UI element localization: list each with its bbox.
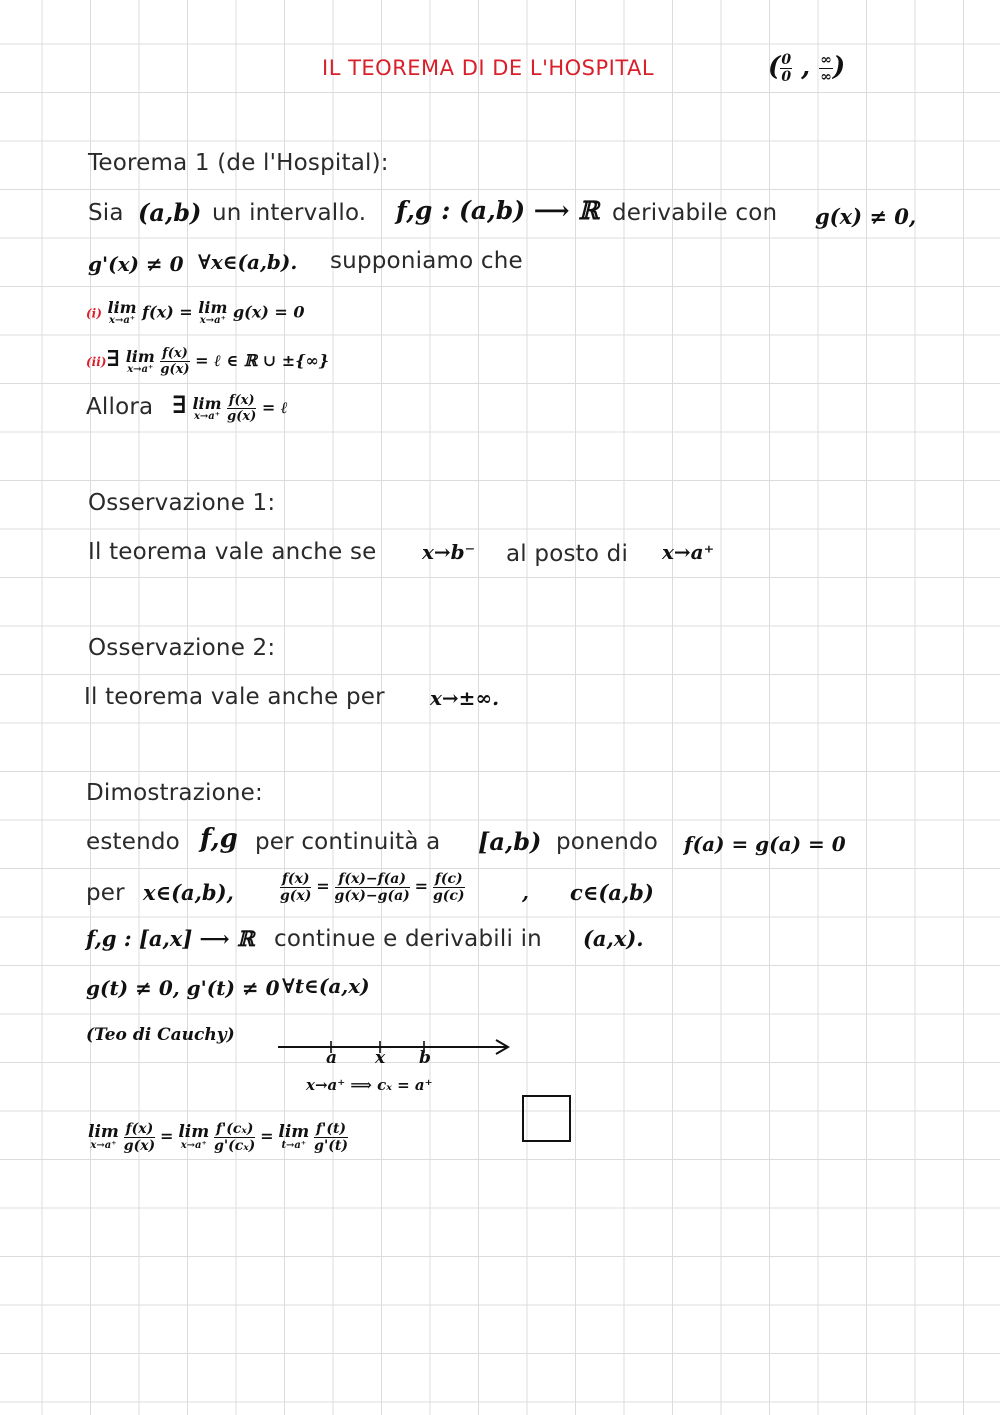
final-limit-chain: lim x→a⁺ $\frac{f(x)}{g(x)}$ = lim x→a⁺ $\frac{\text{f'(cₓ)}}{\text{g'(cₓ)}}$ = lim t→a⁺ $\frac{f'(t)}{g'(t)}$ (88, 1121, 348, 1154)
proof-heading: Dimostrazione: (86, 780, 263, 806)
axis-label-a: a (326, 1048, 338, 1068)
theorem-heading: Teorema 1 (de l'Hospital): (88, 150, 389, 176)
axis-label-x: x (375, 1048, 386, 1068)
axis-label-b: b (419, 1048, 431, 1068)
indeterminate-forms: ( $\frac{0}{0}$ , $\frac{\infty}{\infty}$ ) (768, 51, 846, 85)
form-zero-over-zero: $\frac{0}{0}$ (781, 51, 792, 85)
hypothesis-i: (i) lim x→a⁺ f(x) = lim x→a⁺ g(x) = 0 (86, 298, 305, 326)
page-title: IL TEOREMA DI DE L'HOSPITAL (322, 56, 655, 80)
observation-2-heading: Osservazione 2: (88, 635, 276, 661)
cauchy-reference: (Teo di Cauchy) (86, 1025, 235, 1045)
axis-note: x→a⁺ ⟹ cₓ = a⁺ (306, 1076, 433, 1094)
hypothesis-ii: (ii)∃ lim x→a⁺ $\frac{f(x)}{g(x)}$ = ℓ ∈ ℝ ∪ ±{∞} (86, 346, 330, 377)
form-inf-over-inf: $\frac{\infty}{\infty}$ (820, 51, 832, 85)
observation-1-heading: Osservazione 1: (88, 490, 276, 516)
qed-box (522, 1095, 571, 1142)
number-line (278, 1032, 518, 1072)
